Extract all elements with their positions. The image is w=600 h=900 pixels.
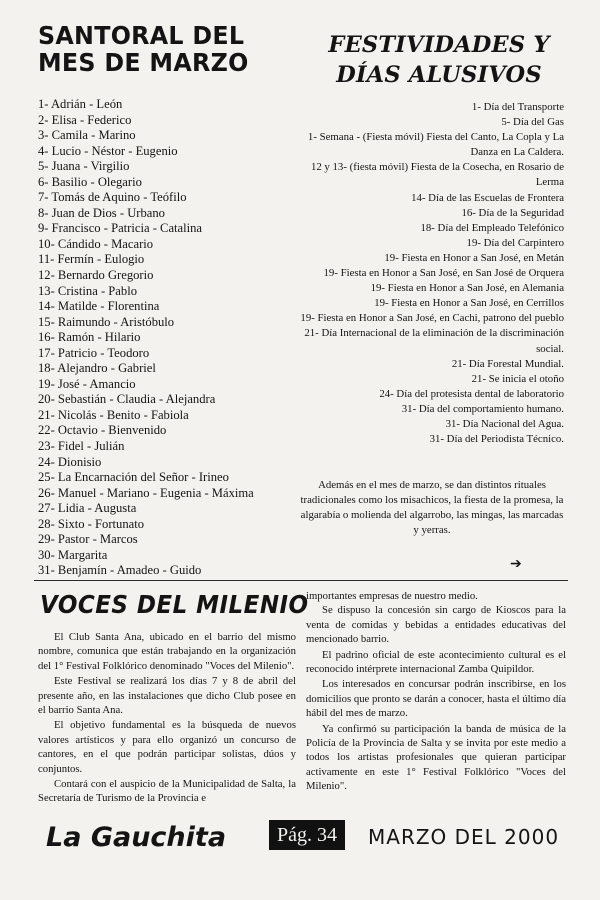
santoral-item: 18- Alejandro - Gabriel <box>38 361 156 376</box>
voces-paragraph: Este Festival se realizará los días 7 y 8 de abril del presente año, en las instalaciones que dicho Club posee en el barrio Santa Ana. <box>38 675 296 717</box>
santoral-item: 28- Sixto - Fortunato <box>38 516 144 531</box>
section-divider <box>34 580 568 581</box>
santoral-item: 24- Dionisio <box>38 454 102 469</box>
festividad-item: 1- Semana - (Fiesta móvil) Fiesta del Canto, La Copla y La Danza en La Caldera. <box>307 131 564 159</box>
festividades-heading <box>304 30 574 90</box>
festividad-item: 24- Día del protesista dental de laboratorio <box>379 387 564 400</box>
voces-paragraph: El objetivo fundamental es la búsqueda de nuevos valores artísticos y para ello organizó un concurso de cantores, en el que podrán participar solistas, dúos y conjuntos. <box>38 719 296 775</box>
festividades-title-line2: DÍAS ALUSIVOS <box>336 62 542 88</box>
voces-paragraph: El Club Santa Ana, ubicado en el barrio del mismo nombre, comunica que están trabajando en la organización del 1° Festival Folklórico denominado "Voces del Milenio". <box>38 631 296 672</box>
voces-title: VOCES DEL MILENIO <box>40 590 309 619</box>
footer-brand: La Gauchita <box>46 822 227 853</box>
festividad-item: 12 y 13- (fiesta móvil) Fiesta de la Cosecha, en Rosario de Lerma <box>310 161 564 189</box>
santoral-item: 19- José - Amancio <box>38 376 136 391</box>
festividad-item: 31- Día del Periodista Técnico. <box>429 433 564 446</box>
voces-paragraph: Los interesados en concursar podrán inscribirse, en los domicilios que pronto se darán a conocer, hasta el último día hábil del mes de marzo. <box>306 678 566 720</box>
santoral-item: 16- Ramón - Hilario <box>38 330 141 345</box>
santoral-item: 3- Camila - Marino <box>38 128 136 143</box>
voces-column-left <box>38 630 296 806</box>
voces-right-paragraphs <box>306 603 566 793</box>
continue-arrow-icon: ➔ <box>510 557 522 572</box>
santoral-item: 4- Lucio - Néstor - Eugenio <box>38 143 178 158</box>
festividad-item: 31- Día del comportamiento humano. <box>401 402 564 415</box>
santoral-item: 12- Bernardo Gregorio <box>38 268 154 283</box>
santoral-item: 26- Manuel - Mariano - Eugenia - Máxima <box>38 485 254 500</box>
santoral-item: 20- Sebastián - Claudia - Alejandra <box>38 392 216 407</box>
santoral-item: 15- Raimundo - Aristóbulo <box>38 314 175 329</box>
footer-date: MARZO DEL 2000 <box>368 825 560 849</box>
santoral-item: 17- Patricio - Teodoro <box>38 345 150 360</box>
festividad-item: 16- Día de la Seguridad <box>461 206 564 219</box>
bleed-through-ghost <box>50 852 570 870</box>
festividades-title-line1: FESTIVIDADES Y <box>328 32 550 58</box>
santoral-item: 14- Matilde - Florentina <box>38 299 160 314</box>
festividad-item: 19- Fiesta en Honor a San José, en San José de Orquera <box>323 267 564 280</box>
voces-paragraph: Se dispuso la concesión sin cargo de Kioscos para la venta de comidas y bebidas a entidades educativas del mencionado barrio. <box>306 604 566 646</box>
santoral-item: 31- Benjamín - Amadeo - Guido <box>38 563 202 578</box>
santoral-item: 7- Tomás de Aquino - Teófilo <box>38 190 187 205</box>
santoral-item: 23- Fidel - Julián <box>38 439 125 454</box>
santoral-item: 8- Juan de Dios - Urbano <box>38 205 165 220</box>
santoral-item: 25- La Encarnación del Señor - Irineo <box>38 470 229 485</box>
santoral-item: 29- Pastor - Marcos <box>38 532 138 547</box>
santoral-item: 11- Fermín - Eulogio <box>38 252 145 267</box>
festividades-note: Además en el mes de marzo, se dan distintos rituales tradicionales como los misachicos, la fiesta de la promesa, la algarabía o molienda del algarrobo, las mingas, las marcadas y yerras. <box>300 479 564 537</box>
santoral-item: 13- Cristina - Pablo <box>38 283 137 298</box>
santoral-title-line1: SANTORAL DEL <box>38 21 245 50</box>
festividad-item: 19- Día del Carpintero <box>466 236 564 249</box>
santoral-item: 30- Margarita <box>38 547 108 562</box>
festividad-item: 21- Día Internacional de la eliminación de la discriminación social. <box>304 327 564 355</box>
festividad-item: 21- Día Forestal Mundial. <box>451 357 564 370</box>
festividad-item: 14- Día de las Escuelas de Frontera <box>411 191 564 204</box>
santoral-item: 1- Adrián - León <box>38 97 123 111</box>
festividad-item: 1- Día del Transporte <box>471 101 564 113</box>
santoral-list <box>38 97 300 579</box>
festividad-item: 19- Fiesta en Honor a San José, en Alemania <box>370 282 564 295</box>
festividad-item: 19- Fiesta en Honor a San José, en Metán <box>384 251 564 264</box>
festividad-item: 21- Se inicia el otoño <box>471 372 564 385</box>
santoral-item: 22- Octavio - Bienvenido <box>38 423 167 438</box>
santoral-item: 2- Elisa - Federico <box>38 112 132 127</box>
voces-paragraph: Ya confirmó su participación la banda de música de la Policía de la Provincia de Salta y se invita por este medio a todos los artistas profesionales que quieran participar activamente en este 1° Festival Folklórico "Voces del Milenio". <box>306 722 566 793</box>
footer-page-number: Pág. 34 <box>269 820 345 850</box>
santoral-heading <box>38 22 285 76</box>
santoral-title-line2: MES DE MARZO <box>38 48 249 77</box>
festividad-item: 19- Fiesta en Honor a San José, en Cachi, patrono del pueblo <box>300 312 564 325</box>
festividad-item: 5- Día del Gas <box>501 116 564 129</box>
santoral-item: 6- Basilio - Olegario <box>38 174 142 189</box>
festividad-item: 18- Día del Empleado Telefónico <box>420 221 564 234</box>
festividad-item: 19- Fiesta en Honor a San José, en Cerrillos <box>374 297 564 310</box>
santoral-item: 10- Cándido - Macario <box>38 236 154 251</box>
festividades-list <box>300 100 564 447</box>
santoral-item: 9- Francisco - Patricia - Catalina <box>38 221 203 236</box>
festividad-item: 31- Día Nacional del Agua. <box>445 417 564 430</box>
santoral-item: 27- Lidia - Augusta <box>38 501 137 516</box>
voces-paragraph: El padrino oficial de este acontecimiento cultural es el reconocido intérprete internacional Zamba Quipildor. <box>306 648 566 676</box>
voces-paragraph: Contará con el auspicio de la Municipalidad de Salta, la Secretaría de Turismo de la Provincia e <box>38 778 296 805</box>
santoral-item: 21- Nicolás - Benito - Fabiola <box>38 407 189 422</box>
voces-continuation: importantes empresas de nuestro medio. <box>306 590 478 602</box>
voces-column-right <box>306 589 566 794</box>
santoral-item: 5- Juana - Virgilio <box>38 159 130 174</box>
